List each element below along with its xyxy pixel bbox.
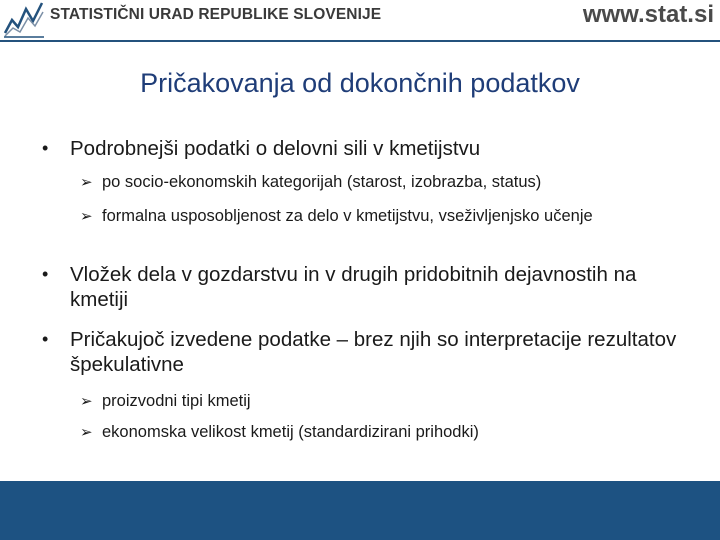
bullet-dot-icon: • bbox=[42, 264, 49, 284]
bullet-item bbox=[42, 136, 690, 161]
sub-bullet-text: proizvodni tipi kmetij bbox=[102, 392, 251, 410]
arrow-bullet-icon: ➢ bbox=[80, 208, 93, 225]
bullet-item bbox=[42, 327, 690, 377]
website-url: www.stat.si bbox=[582, 1, 714, 28]
sub-bullet-text: formalna usposobljenost za delo v kmetijstvu, vseživljenjsko učenje bbox=[102, 207, 593, 225]
organization-name: STATISTIČNI URAD REPUBLIKE SLOVENIJE bbox=[50, 6, 382, 23]
bullet-text: Vložek dela v gozdarstvu in v drugih pridobitnih dejavnostih na kmetiji bbox=[70, 263, 637, 311]
bullet-text: Podrobnejši podatki o delovni sili v kmetijstvu bbox=[70, 137, 481, 160]
sub-bullet-item bbox=[80, 206, 662, 227]
slide-title: Pričakovanja od dokončnih podatkov bbox=[140, 68, 580, 98]
sub-bullet-item bbox=[80, 422, 662, 443]
sub-bullet-text: ekonomska velikost kmetij (standardizirani prihodki) bbox=[102, 423, 479, 441]
arrow-bullet-icon: ➢ bbox=[80, 393, 93, 410]
footer-bar bbox=[0, 481, 720, 540]
bullet-dot-icon: • bbox=[42, 329, 49, 349]
bullet-text: Pričakujoč izvedene podatke – brez njih so interpretacije rezultatov špekulativne bbox=[70, 328, 677, 376]
sub-bullet-item bbox=[80, 391, 662, 412]
header bbox=[0, 0, 720, 42]
header-divider bbox=[0, 40, 720, 42]
arrow-bullet-icon: ➢ bbox=[80, 424, 93, 441]
arrow-bullet-icon: ➢ bbox=[80, 174, 93, 191]
bullet-dot-icon: • bbox=[42, 138, 49, 158]
sub-bullet-item bbox=[80, 172, 662, 193]
bullet-item bbox=[42, 262, 690, 312]
logo-icon bbox=[2, 0, 46, 38]
sub-bullet-text: po socio-ekonomskih kategorijah (starost, izobrazba, status) bbox=[102, 173, 542, 191]
